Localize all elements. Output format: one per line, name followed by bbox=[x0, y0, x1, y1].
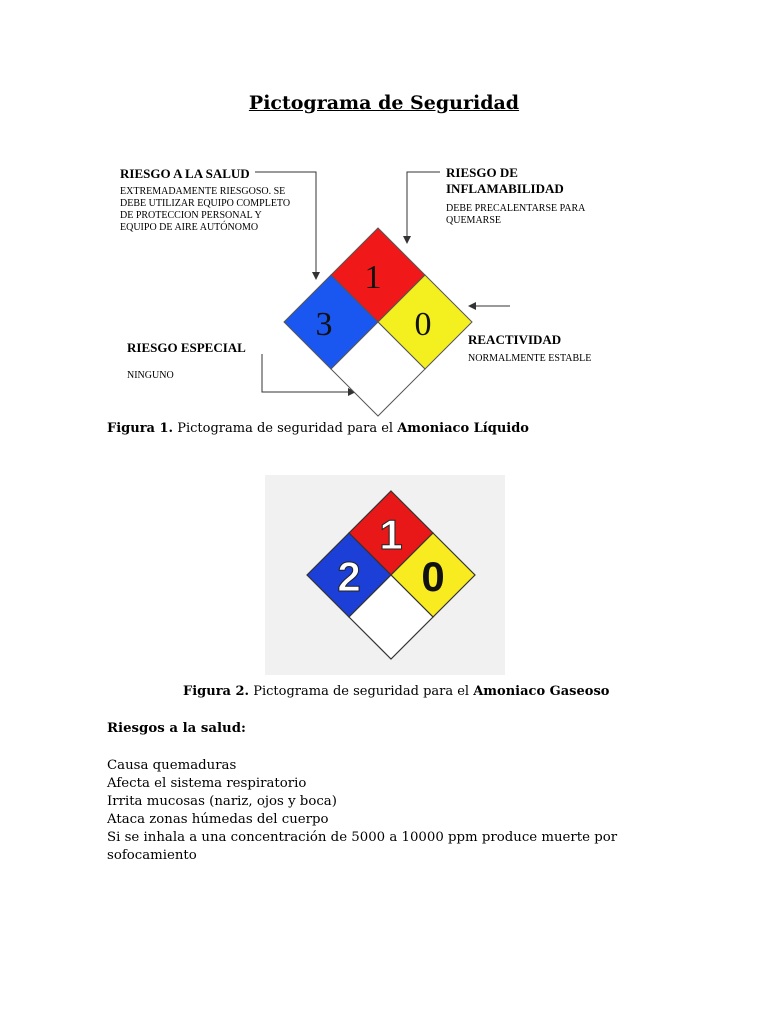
flammability-value-2: 1 bbox=[379, 511, 403, 558]
health-risk-description: EXTREMADAMENTE RIESGOSO. SE DEBE UTILIZAR EQUIPO COMPLETO DE PROTECCION PERSONAL Y EQUIPO DE AIRE AUTÓNOMO bbox=[120, 186, 291, 233]
special-risk-heading: RIESGO ESPECIAL bbox=[127, 340, 246, 355]
figure1-caption-subject: Amoniaco Líquido bbox=[397, 421, 529, 436]
figure2-caption-text: Pictograma de seguridad para el bbox=[249, 684, 474, 699]
page-title: Pictograma de Seguridad bbox=[248, 92, 520, 114]
flammability-description-line2: QUEMARSE bbox=[446, 215, 502, 226]
reactivity-description: NORMALMENTE ESTABLE bbox=[468, 353, 592, 364]
figure1-caption-prefix: Figura 1. bbox=[107, 421, 174, 436]
figure1-caption bbox=[107, 421, 529, 436]
list-item: Ataca zonas húmedas del cuerpo bbox=[107, 812, 329, 827]
figure2-caption bbox=[183, 684, 609, 699]
flammability-heading-line1: RIESGO DE bbox=[446, 165, 518, 180]
reactivity-heading: REACTIVIDAD bbox=[468, 332, 562, 347]
health-risks-list bbox=[107, 757, 667, 865]
health-risk-heading: RIESGO A LA SALUD bbox=[120, 166, 250, 181]
health-risks-heading: Riesgos a la salud: bbox=[107, 721, 246, 736]
flammability-value: 1 bbox=[364, 259, 382, 296]
figure2-nfpa-diamond bbox=[265, 475, 505, 675]
figure2-caption-prefix: Figura 2. bbox=[183, 684, 250, 699]
list-item: Causa quemaduras bbox=[107, 758, 237, 773]
list-item: Afecta el sistema respiratorio bbox=[107, 776, 307, 791]
flammability-description-line1: DEBE PRECALENTARSE PARA bbox=[446, 203, 586, 214]
flammability-heading-line2: INFLAMABILIDAD bbox=[446, 181, 564, 196]
figure1-caption-text: Pictograma de seguridad para el bbox=[173, 421, 398, 436]
health-value: 3 bbox=[315, 306, 333, 343]
list-item: Si se inhala a una concentración de 5000 a 10000 ppm produce muerte por bbox=[107, 830, 618, 845]
reactivity-value: 0 bbox=[414, 306, 432, 343]
list-item: sofocamiento bbox=[107, 848, 197, 863]
special-risk-description: NINGUNO bbox=[127, 370, 174, 381]
figure1-nfpa-diamond bbox=[0, 0, 768, 440]
health-value-2: 2 bbox=[337, 553, 361, 600]
figure2-caption-subject: Amoniaco Gaseoso bbox=[473, 684, 610, 699]
list-item: Irrita mucosas (nariz, ojos y boca) bbox=[107, 794, 337, 809]
reactivity-value-2: 0 bbox=[421, 553, 445, 600]
